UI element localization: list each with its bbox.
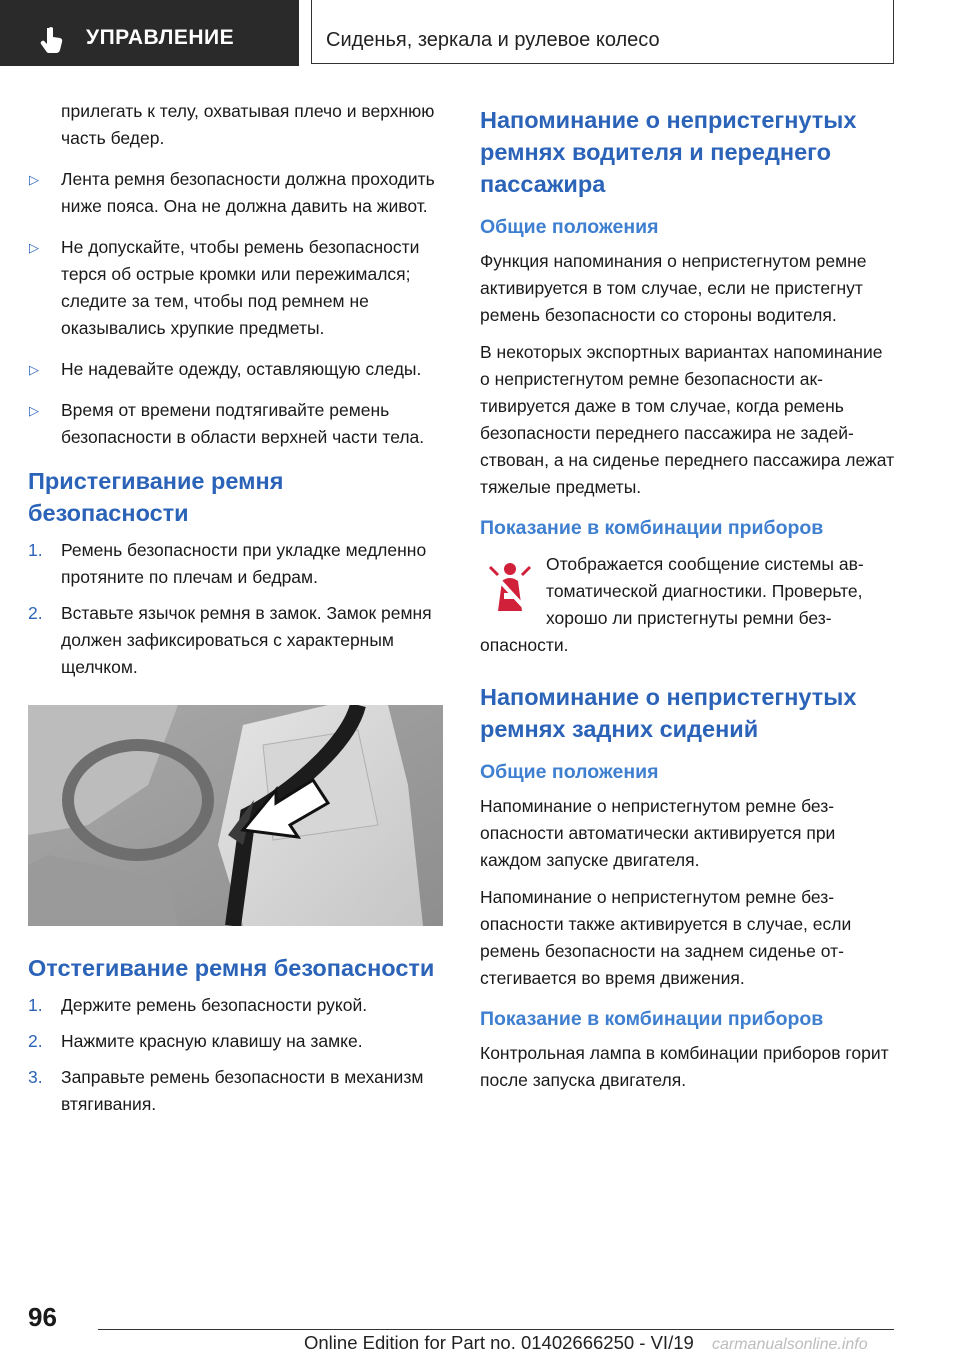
icon-paragraph [480,551,895,659]
step-item [28,537,443,591]
heading-rear-reminder: Напоминание о непристегнутых ремнях задних сидений [480,684,857,742]
chapter-box [311,0,894,64]
step-number: 2. [28,603,43,623]
paragraph: Напоминание о непристегнутом ремне безопасности также активируется в случае, если ремень безопасности на заднем сиденье отстегивается во время движения. [480,887,852,988]
triangle-bullet-icon: ▷ [29,362,39,377]
heading-unfasten: Отстегивание ремня безопасности [28,955,435,981]
step-item [28,1028,443,1055]
paragraph: Отображается сообщение системы автоматической диагностики. Проверьте, хорошо ли пристегнуты ремни безопасности. [480,554,864,655]
step-number: 1. [28,995,43,1015]
heading-fasten: Пристегивание ремня безопасности [28,468,284,526]
heading-front-reminder: Напоминание о непристегнутых ремнях водителя и переднего пассажира [480,107,857,197]
paragraph: Функция напоминания о непристегнутом ремне активируется в том случае, если не пристегнут ремень безопасности со стороны водителя. [480,251,867,325]
bullet-text: Не допускайте, чтобы ремень безопасности терся об острые кромки или пережимался; следите за тем, чтобы под ремнем не оказывались хрупкие предметы. [61,237,420,338]
heading-display: Показание в комбинации приборов [480,517,824,539]
bullet-item [28,234,443,342]
step-text: Вставьте язычок ремня в замок. Замок ремня должен зафиксироваться с характерным щелчком. [61,603,432,677]
page-header [0,0,960,66]
paragraph: В некоторых экспортных вариантах напоминание о непристегнутом ремне безопасности активируется даже в том случае, когда ремень безопасности переднего пассажира не задействован, а на сиденье переднего пассажира лежат тяжелые предметы. [480,342,895,497]
footer-divider [98,1329,894,1330]
chapter-title: Сиденья, зеркала и рулевое колесо [326,29,660,51]
right-column [480,98,895,1104]
edition-text: Online Edition for Part no. 01402666250 - VI/19 [304,1332,694,1353]
step-item [28,600,443,681]
step-text: Заправьте ремень безопасности в механизм втягивания. [61,1067,424,1114]
triangle-bullet-icon: ▷ [29,172,39,187]
bullet-text: Не надевайте одежду, оставляющую следы. [61,359,422,379]
section-title: УПРАВЛЕНИЕ [86,26,235,49]
step-item [28,992,443,1019]
heading-general: Общие положения [480,216,659,238]
continued-bullet-text: прилегать к телу, охватывая плечо и верхнюю часть бедер. [61,101,435,148]
watermark: carmanualsonline.info [712,1336,868,1353]
bullet-item [28,397,443,451]
bullet-item [28,166,443,220]
step-number: 1. [28,540,43,560]
step-text: Ремень безопасности при укладке медленно протяните по плечам и бедрам. [61,540,427,587]
step-text: Держите ремень безопасности рукой. [61,995,368,1015]
heading-display: Показание в комбинации приборов [480,1008,824,1030]
bullet-item [28,356,443,383]
triangle-bullet-icon: ▷ [29,240,39,255]
hand-pointer-icon [40,26,66,54]
step-text: Нажмите красную клавишу на замке. [61,1031,363,1051]
step-number: 2. [28,1031,43,1051]
bullet-text: Время от времени подтягивайте ремень безопасности в области верхней части тела. [61,400,425,447]
step-item [28,1064,443,1118]
page-number: 96 [28,1302,57,1332]
step-number: 3. [28,1067,43,1087]
bullet-text: Лента ремня безопасности должна проходить ниже пояса. Она не должна давить на живот. [61,169,435,216]
heading-general: Общие положения [480,761,659,783]
seatbelt-buckle-photo [28,705,443,926]
seatbelt-warning-icon [480,559,540,619]
section-tab [0,0,299,66]
left-column [28,98,443,1127]
triangle-bullet-icon: ▷ [29,403,39,418]
paragraph: Напоминание о непристегнутом ремне безопасности автоматически активируется при каждом запуске двигателя. [480,796,836,870]
paragraph: Контрольная лампа в комбинации приборов горит после запуска двигателя. [480,1043,889,1090]
